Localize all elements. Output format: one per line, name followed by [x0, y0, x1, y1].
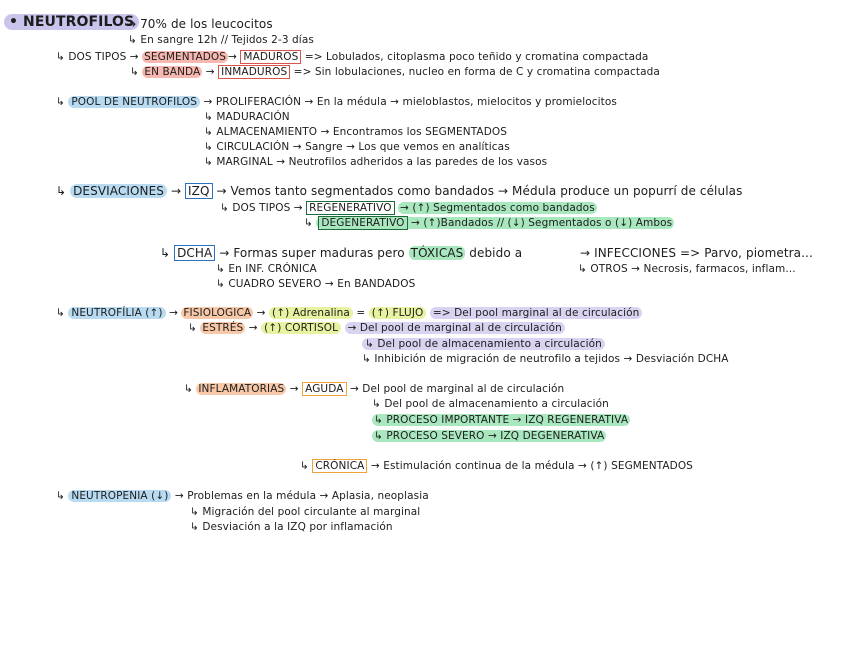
- page-title: • NEUTROFILOS: [4, 13, 139, 31]
- degenerativo-label: DEGENERATIVO: [318, 216, 407, 230]
- dcha-otros: ↳ OTROS → Necrosis, farmacos, inflam...: [578, 263, 796, 275]
- desviaciones-label: DESVIACIONES: [70, 184, 167, 198]
- inmaduros-label: INMADUROS: [218, 65, 290, 79]
- toxicas-label: TÓXICAS: [410, 246, 464, 260]
- pool-label: POOL DE NEUTROFILOS: [68, 96, 200, 108]
- segmentados-label: SEGMENTADOS: [144, 51, 227, 63]
- dcha-cuadro-severo: ↳ CUADRO SEVERO → En BANDADOS: [216, 278, 416, 290]
- estres-label: ESTRÉS: [202, 322, 244, 334]
- adrenalina-label: (↑) Adrenalina: [269, 307, 353, 319]
- cortisol-line-3: ↳ Inhibición de migración de neutrofilo a tejidos → Desviación DCHA: [362, 353, 729, 365]
- pool-item-circulacion: ↳ CIRCULACIÓN → Sangre → Los que vemos en analíticas: [204, 141, 510, 153]
- dcha-inf-cronica: ↳ En INF. CRÓNICA: [216, 263, 317, 275]
- desviaciones-row: ↳ DESVIACIONES → IZQ → Vemos tanto segmentados como bandados → Médula produce un popurrí de células: [56, 184, 743, 198]
- neutropenia-row: ↳ NEUTROPENIA (↓) → Problemas en la médula → Aplasia, neoplasia: [56, 490, 429, 502]
- pool-item-almacenamiento: ↳ ALMACENAMIENTO → Encontramos los SEGMENTADOS: [204, 126, 508, 138]
- types-row-1: ↳ DOS TIPOS → SEGMENTADOS → MADUROS => Lobulados, citoplasma poco teñido y cromatina compactada: [56, 51, 649, 63]
- flujo-label: (↑) FLUJO: [369, 307, 427, 319]
- neutropenia-line-2: ↳ Migración del pool circulante al marginal: [190, 506, 421, 518]
- neutrofilia-row: ↳ NEUTROFÍLIA (↑) → FISIOLOGICA → (↑) Adrenalina = (↑) FLUJO => Del pool marginal al de circulación: [56, 306, 642, 320]
- cortisol-line-2: ↳ Del pool de almacenamiento a circulación: [362, 337, 605, 351]
- estres-row: ↳ ESTRÉS → (↑) CORTISOL → Del pool de marginal al de circulación: [188, 321, 565, 335]
- inflamatorias-label: INFLAMATORIAS: [198, 383, 285, 395]
- dcha-label: DCHA: [174, 245, 215, 261]
- types-row-2: ↳ EN BANDA → INMADUROS => Sin lobulaciones, nucleo en forma de C y cromatina compactada: [130, 66, 660, 78]
- inflamatorias-row: ↳ INFLAMATORIAS → AGUDA → Del pool de marginal al de circulación: [184, 383, 565, 395]
- header-line-1: → 70% de los leucocitos: [126, 17, 273, 31]
- regenerativo-label: REGENERATIVO: [306, 201, 394, 215]
- aguda-label: AGUDA: [302, 382, 346, 396]
- maduros-label: MADUROS: [240, 50, 301, 64]
- degenerativo-row: ↳ DEGENERATIVO → (↑)Bandados // (↓) Segmentados o (↓) Ambos: [304, 217, 673, 229]
- aguda-line-3: ↳ PROCESO IMPORTANTE → IZQ REGENERATIVA: [374, 414, 629, 426]
- regenerativo-row: ↳ DOS TIPOS → REGENERATIVO → (↑) Segmentados como bandados: [220, 202, 595, 214]
- dcha-row: ↳ DCHA → Formas super maduras pero TÓXICAS debido a: [160, 246, 523, 260]
- pool-row: ↳ POOL DE NEUTROFILOS → PROLIFERACIÓN → En la médula → mieloblastos, mielocitos y promielocitos: [56, 96, 617, 108]
- pool-item-marginal: ↳ MARGINAL → Neutrofilos adheridos a las paredes de los vasos: [204, 156, 548, 168]
- pool-item-maduracion: ↳ MADURACIÓN: [204, 111, 290, 123]
- izq-label: IZQ: [185, 183, 213, 199]
- cronica-row: ↳ CRÓNICA → Estimulación continua de la médula → (↑) SEGMENTADOS: [300, 460, 693, 472]
- header-line-2: ↳ En sangre 12h // Tejidos 2-3 días: [128, 34, 314, 46]
- cortisol-label: (↑) CORTISOL: [261, 322, 341, 334]
- en-banda-label: EN BANDA: [144, 66, 201, 78]
- neutropenia-label: NEUTROPENIA (↓): [68, 490, 171, 502]
- cronica-label: CRÓNICA: [312, 459, 367, 473]
- neutropenia-line-3: ↳ Desviación a la IZQ por inflamación: [190, 521, 393, 533]
- aguda-line-4: ↳ PROCESO SEVERO → IZQ DEGENERATIVA: [374, 430, 605, 442]
- aguda-line-2: ↳ Del pool de almacenamiento a circulación: [372, 398, 609, 410]
- dcha-infecciones: → INFECCIONES => Parvo, piometra...: [580, 246, 813, 260]
- neutrofilia-label: NEUTROFÍLIA (↑): [68, 307, 165, 319]
- fisiologica-label: FISIOLOGICA: [183, 307, 252, 319]
